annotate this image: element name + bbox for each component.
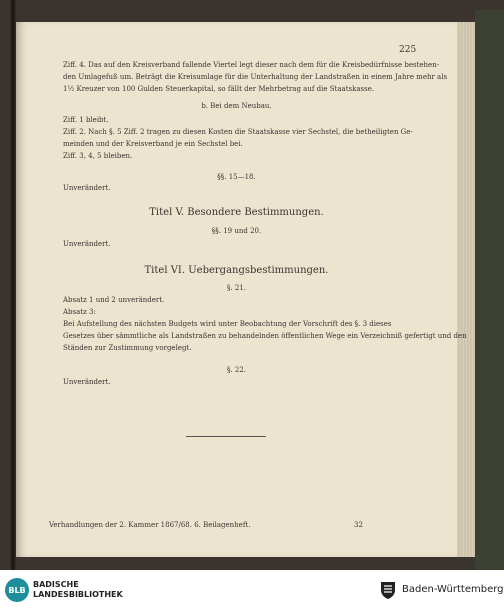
text-line: Absatz 3:	[63, 308, 96, 316]
text-line: 1½ Kreuzer von 100 Gulden Steuerkapital, so fällt der Mehrbetrag auf die Staatskasse.	[63, 85, 375, 93]
title-heading: Titel VI. Uebergangsbestimmungen.	[144, 265, 329, 276]
text-line: Ziff. 1 bleibt.	[63, 116, 109, 124]
text-line: Ständen zur Zustimmung vorgelegt.	[63, 344, 192, 352]
library-name-line: LANDESBIBLIOTHEK	[33, 590, 123, 599]
title-heading: Titel V. Besondere Bestimmungen.	[149, 207, 324, 218]
library-name-line: BADISCHE	[33, 580, 79, 589]
text-line: Ziff. 2. Nach §. 5 Ziff. 2 tragen zu diesen Kosten die Staatskasse vier Sechstel, die betheiligten Ge-	[63, 128, 413, 136]
paragraph-heading: §. 21.	[226, 284, 247, 292]
coat-of-arms-icon	[378, 580, 398, 600]
section-heading: b. Bei dem Neubau.	[201, 102, 272, 110]
text-line: den Umlagefuß um. Beträgt die Kreisumlage für die Unterhaltung der Landstraßen in einem Jahre mehr als	[63, 73, 448, 81]
text-line: Unverändert.	[63, 378, 111, 386]
footer-sheet-number: 32	[354, 521, 363, 529]
document-page	[16, 22, 467, 557]
text-line: Ziff. 3, 4, 5 bleiben.	[63, 152, 133, 160]
page-number: 225	[399, 45, 417, 55]
paragraph-heading: §. 22.	[226, 366, 247, 374]
paragraph-heading: §§. 19 und 20.	[211, 227, 262, 235]
footer-source: Verhandlungen der 2. Kammer 1867/68. 6. Beilagenheft.	[49, 521, 251, 529]
blb-logo-icon: BLB	[5, 578, 29, 602]
text-line: Ziff. 4. Das auf den Kreisverband fallende Viertel legt dieser nach dem für die Kreisbedürfnisse bestehen-	[63, 61, 440, 69]
page-stack-edge	[457, 22, 475, 557]
text-line: Unverändert.	[63, 240, 111, 248]
paragraph-heading: §§. 15—18.	[217, 173, 256, 181]
library-footer-bar	[0, 570, 504, 610]
divider-rule	[186, 436, 266, 437]
text-line: Gesetzes über sämmtliche als Landstraßen zu behandelnden öffentlichen Wege ein Verzeichniß gefertigt und den	[63, 332, 467, 340]
text-line: Absatz 1 und 2 unverändert.	[63, 296, 165, 304]
state-name: Baden-Württemberg	[402, 584, 504, 595]
text-line: meinden und der Kreisverband je ein Sechstel bei.	[63, 140, 243, 148]
text-line: Unverändert.	[63, 184, 111, 192]
library-name	[33, 580, 123, 600]
book-cover-edge	[475, 10, 504, 570]
text-line: Bei Aufstellung des nächsten Budgets wird unter Beobachtung der Vorschrift des §. 3 dieses	[63, 320, 392, 328]
